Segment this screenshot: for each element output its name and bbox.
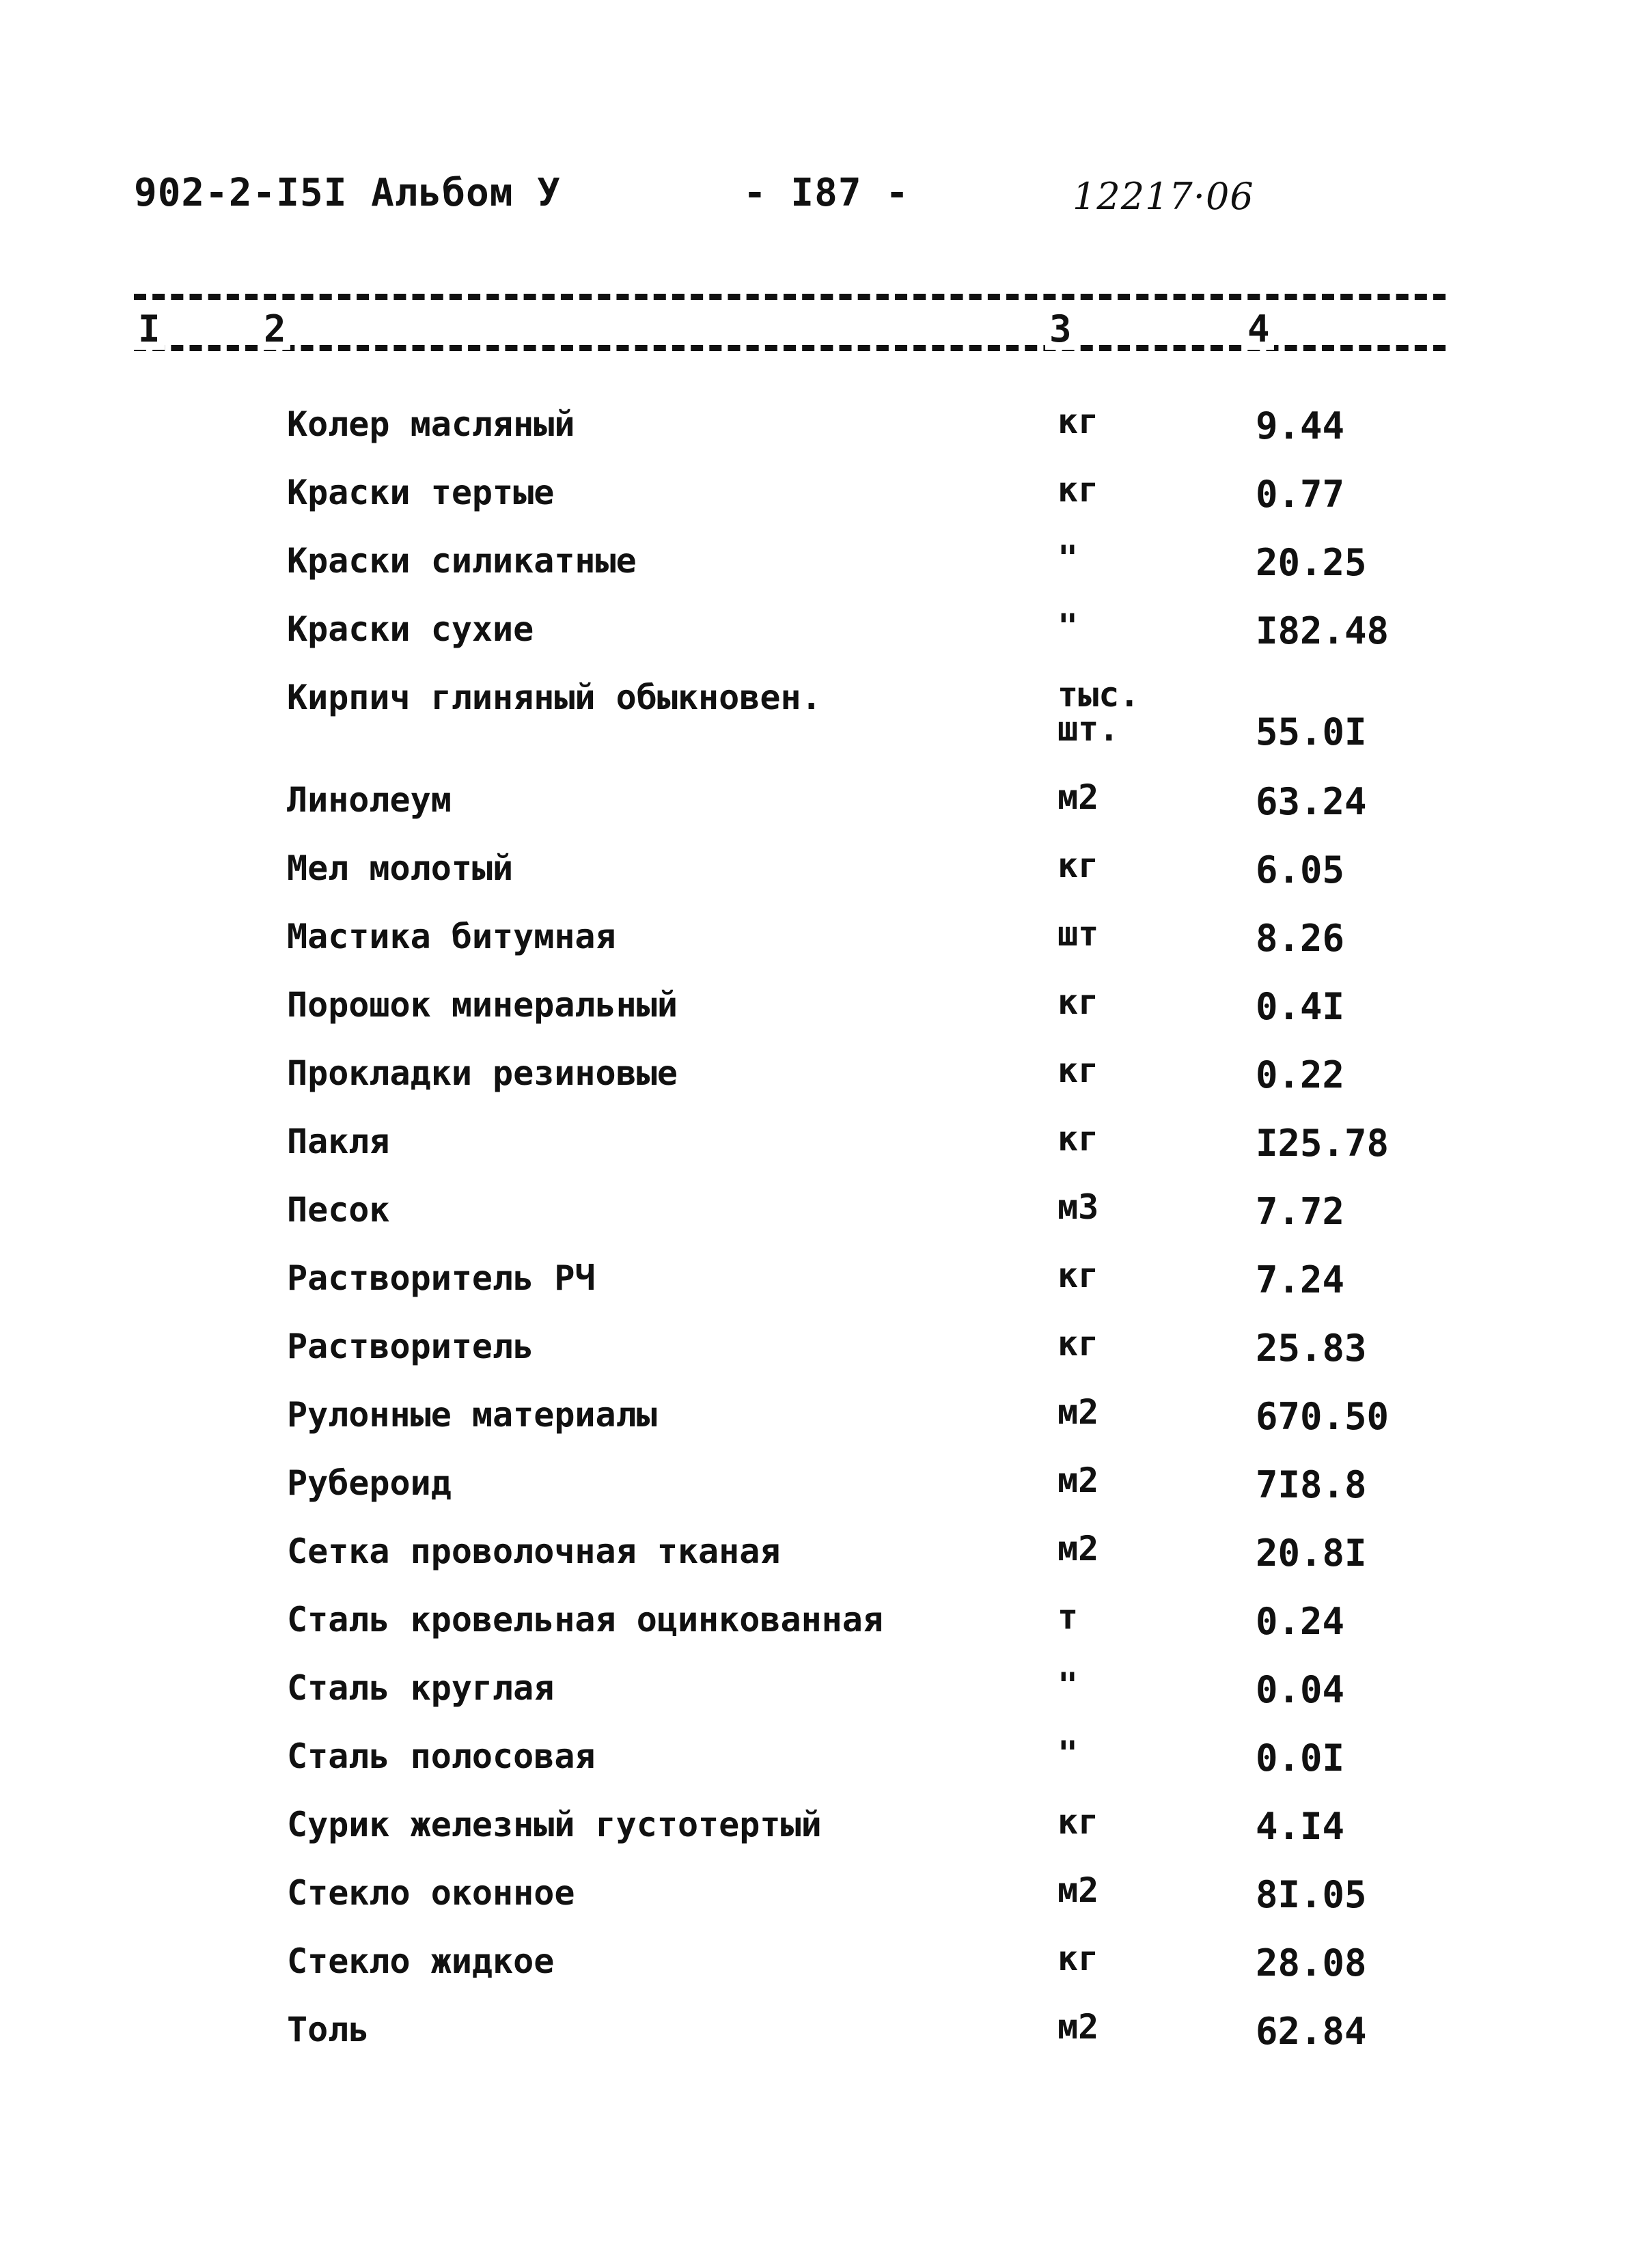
- column-number-2: 2: [260, 309, 290, 350]
- material-name: Мастика битумная: [287, 917, 616, 956]
- material-quantity: 7.72: [1256, 1190, 1345, 1233]
- table-row: [0, 1597, 1645, 1668]
- materials-table: [0, 404, 1645, 2078]
- table-row: [0, 1053, 1645, 1122]
- material-quantity: 0.24: [1256, 1600, 1345, 1643]
- material-quantity: 20.25: [1256, 541, 1367, 584]
- column-number-1: I: [134, 309, 165, 350]
- material-quantity: 6.05: [1256, 848, 1345, 891]
- table-row: [0, 1187, 1645, 1258]
- handwritten-reference: 12217·06: [1073, 175, 1254, 218]
- material-quantity: 7I8.8: [1256, 1463, 1367, 1506]
- material-quantity: 0.22: [1256, 1053, 1345, 1096]
- material-unit: кг: [1058, 1256, 1099, 1295]
- material-name: Сталь полосовая: [287, 1737, 596, 1776]
- material-unit: м2: [1058, 1461, 1099, 1500]
- material-unit: ": [1058, 1734, 1079, 1773]
- material-quantity: 20.8I: [1256, 1532, 1367, 1575]
- table-row: [0, 1802, 1645, 1873]
- material-name: Краски сухие: [287, 609, 534, 649]
- table-row: [0, 848, 1645, 917]
- material-unit: м3: [1058, 1187, 1099, 1227]
- material-name: Пакля: [287, 1122, 390, 1161]
- table-row: [0, 1463, 1645, 1532]
- dashed-rule-top: [134, 294, 1446, 300]
- material-unit: ": [1058, 607, 1079, 646]
- material-quantity: I25.78: [1256, 1122, 1390, 1165]
- table-row: [0, 538, 1645, 609]
- table-row: [0, 609, 1645, 678]
- material-name: Прокладки резиновые: [287, 1053, 678, 1093]
- table-row: [0, 1392, 1645, 1463]
- table-row: [0, 1119, 1645, 1190]
- material-name: Стекло оконное: [287, 1873, 575, 1913]
- material-unit: кг: [1058, 1324, 1099, 1364]
- table-row: [0, 982, 1645, 1053]
- material-unit: кг: [1058, 1802, 1099, 1842]
- material-unit: ": [1058, 1665, 1079, 1705]
- table-row: [0, 777, 1645, 848]
- material-quantity: 4.I4: [1256, 1805, 1345, 1848]
- material-name: Кирпич глиняный обыкновен.: [287, 678, 822, 717]
- material-quantity: 9.44: [1256, 404, 1345, 447]
- material-quantity: 55.0I: [1256, 710, 1367, 753]
- material-quantity: I82.48: [1256, 609, 1390, 652]
- material-name: Сталь кровельная оцинкованная: [287, 1600, 883, 1640]
- material-name: Рубероид: [287, 1463, 452, 1503]
- material-unit: кг: [1058, 982, 1099, 1022]
- material-unit: шт: [1058, 914, 1099, 954]
- material-name: Растворитель: [287, 1327, 534, 1366]
- table-row: [0, 1734, 1645, 1805]
- material-quantity: 0.04: [1256, 1668, 1345, 1711]
- material-unit: ": [1058, 538, 1079, 578]
- material-unit: м2: [1058, 1529, 1099, 1568]
- material-name: Толь: [287, 2010, 370, 2049]
- document-code: 902-2-I5I Альбом У: [134, 171, 561, 215]
- table-row: [0, 1258, 1645, 1327]
- column-number-3: 3: [1045, 309, 1076, 350]
- material-quantity: 7.24: [1256, 1258, 1345, 1301]
- table-row: [0, 1941, 1645, 2010]
- material-unit: м2: [1058, 1870, 1099, 1910]
- material-quantity: 0.77: [1256, 473, 1345, 516]
- table-row: [0, 1870, 1645, 1941]
- material-quantity: 0.4I: [1256, 985, 1345, 1028]
- material-quantity: 8.26: [1256, 917, 1345, 960]
- material-name: Сталь круглая: [287, 1668, 555, 1708]
- material-quantity: 0.0I: [1256, 1737, 1345, 1780]
- material-unit: т: [1058, 1597, 1079, 1637]
- material-name: Колер масляный: [287, 404, 575, 444]
- material-unit: м2: [1058, 777, 1099, 817]
- material-unit: кг: [1058, 1051, 1099, 1090]
- material-unit: кг: [1058, 1119, 1099, 1159]
- material-name: Порошок минеральный: [287, 985, 678, 1025]
- column-number-4: 4: [1243, 309, 1274, 350]
- table-row: [0, 404, 1645, 473]
- table-row: [0, 675, 1645, 780]
- material-name: Песок: [287, 1190, 390, 1230]
- material-name: Краски тертые: [287, 473, 555, 512]
- material-unit: кг: [1058, 470, 1099, 510]
- material-quantity: 63.24: [1256, 780, 1367, 823]
- material-quantity: 28.08: [1256, 1941, 1367, 1984]
- material-unit: кг: [1058, 846, 1099, 885]
- material-name: Растворитель РЧ: [287, 1258, 596, 1298]
- table-row: [0, 2007, 1645, 2078]
- material-name: Линолеум: [287, 780, 452, 820]
- material-name: Сурик железный густотертый: [287, 1805, 822, 1844]
- material-unit: м2: [1058, 2007, 1099, 2047]
- material-name: Рулонные материалы: [287, 1395, 657, 1435]
- table-row: [0, 914, 1645, 985]
- material-unit: тыс. шт.: [1058, 675, 1140, 749]
- material-name: Сетка проволочная тканая: [287, 1532, 781, 1571]
- page-number: - I87 -: [743, 171, 910, 215]
- material-unit: м2: [1058, 1392, 1099, 1432]
- material-unit: кг: [1058, 1939, 1099, 1978]
- table-row: [0, 470, 1645, 541]
- material-quantity: 62.84: [1256, 2010, 1367, 2053]
- table-row: [0, 1529, 1645, 1600]
- material-name: Краски силикатные: [287, 541, 637, 581]
- material-quantity: 670.50: [1256, 1395, 1390, 1438]
- table-row: [0, 1665, 1645, 1737]
- material-unit: кг: [1058, 402, 1099, 441]
- table-row: [0, 1324, 1645, 1395]
- material-quantity: 8I.05: [1256, 1873, 1367, 1916]
- material-name: Стекло жидкое: [287, 1941, 555, 1981]
- material-quantity: 25.83: [1256, 1327, 1367, 1370]
- material-name: Мел молотый: [287, 848, 514, 888]
